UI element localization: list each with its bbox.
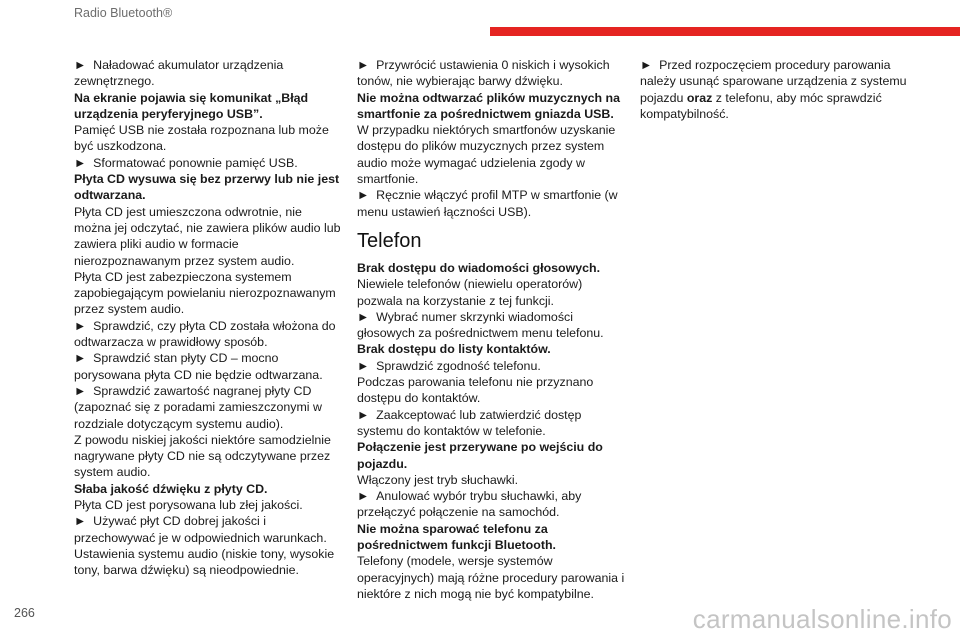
column-3 bbox=[640, 57, 908, 122]
bullet-text-part: z telefonu, aby móc sprawdzić kompatybilność. bbox=[640, 90, 882, 121]
problem-heading: Słaba jakość dźwięku z płyty CD. bbox=[74, 481, 268, 496]
bullet-instruction: ► Przywrócić ustawienia 0 niskich i wysokich tonów, nie wybierając barwy dźwięku. bbox=[357, 57, 625, 90]
problem-heading: Płyta CD wysuwa się bez przerwy lub nie jest odtwarzana. bbox=[74, 172, 340, 203]
problem-heading: Nie można sparować telefonu za pośrednictwem funkcji Bluetooth. bbox=[357, 521, 556, 553]
bullet-instruction: ► Sprawdzić, czy płyta CD została włożona do odtwarzacza w prawidłowy sposób. bbox=[74, 318, 342, 351]
problem-heading: Na ekranie pojawia się komunikat „Błąd urządzenia peryferyjnego USB”. bbox=[74, 90, 309, 121]
column-1 bbox=[74, 57, 342, 579]
problem-heading: Nie można odtwarzać plików muzycznych na smartfonie za pośrednictwem gniazda USB. bbox=[357, 90, 621, 121]
watermark: carmanualsonline.info bbox=[692, 604, 952, 634]
page-number: 266 bbox=[14, 606, 35, 620]
body-text: Płyta CD jest zabezpieczona systemem zapobiegającym powielaniu nierozpoznawanym przez system audio. bbox=[74, 269, 336, 317]
bullet-instruction: ► Ręcznie włączyć profil MTP w smartfonie (w menu ustawień łączności USB). bbox=[357, 187, 625, 220]
bullet-instruction: ► Sformatować ponownie pamięć USB. bbox=[74, 155, 342, 171]
body-text: Włączony jest tryb słuchawki. bbox=[357, 472, 519, 487]
bullet-instruction: ► Sprawdzić stan płyty CD – mocno porysowana płyta CD nie będzie odtwarzana. bbox=[74, 350, 342, 383]
body-text: Z powodu niskiej jakości niektóre samodzielnie nagrywane płyty CD nie są odczytywane przez system audio. bbox=[74, 432, 331, 480]
bullet-instruction: ► Naładować akumulator urządzenia zewnętrznego. bbox=[74, 57, 342, 90]
bullet-instruction: ► Sprawdzić zawartość nagranej płyty CD (zapoznać się z poradami zamieszczonymi w rozdziale dotyczącym systemu audio). bbox=[74, 383, 342, 432]
bullet-instruction: ► Anulować wybór trybu słuchawki, aby przełączyć połączenie na samochód. bbox=[357, 488, 625, 521]
bullet-instruction: ► Używać płyt CD dobrej jakości i przechowywać je w odpowiednich warunkach. bbox=[74, 513, 342, 546]
body-text: Niewiele telefonów (niewielu operatorów) pozwala na korzystanie z tej funkcji. bbox=[357, 277, 583, 308]
section-heading: Telefon bbox=[357, 229, 422, 252]
bullet-instruction: ► Sprawdzić zgodność telefonu. bbox=[357, 358, 625, 374]
bullet-instruction bbox=[640, 57, 908, 122]
bullet-bold-part: oraz bbox=[686, 90, 713, 105]
column-2 bbox=[357, 57, 625, 602]
bullet-instruction: ► Wybrać numer skrzynki wiadomości głosowych za pośrednictwem menu telefonu. bbox=[357, 309, 625, 342]
body-text: Podczas parowania telefonu nie przyznano dostępu do kontaktów. bbox=[357, 375, 594, 406]
problem-heading: Brak dostępu do wiadomości głosowych. bbox=[357, 260, 601, 275]
problem-heading: Połączenie jest przerywane po wejściu do pojazdu. bbox=[357, 440, 603, 471]
body-text: Płyta CD jest umieszczona odwrotnie, nie można jej odczytać, nie zawiera plików audio lub zawiera pliki audio w formacie nierozpoznawanym przez system audio. bbox=[74, 204, 341, 268]
body-text: Płyta CD jest porysowana lub złej jakości. bbox=[74, 498, 303, 513]
body-text: Ustawienia systemu audio (niskie tony, wysokie tony, barwa dźwięku) są nieodpowiednie. bbox=[74, 546, 335, 578]
body-text: Telefony (modele, wersje systemów operacyjnych) mają różne procedury parowania i niektóre z nich mogą nie być kompatybilne. bbox=[357, 554, 625, 601]
problem-heading: Brak dostępu do listy kontaktów. bbox=[357, 342, 551, 357]
bullet-instruction: ► Zaakceptować lub zatwierdzić dostęp systemu do kontaktów w telefonie. bbox=[357, 407, 625, 440]
body-text: W przypadku niektórych smartfonów uzyskanie dostępu do plików muzycznych przez system audio może wymagać udzielenia zgody w smartfonie. bbox=[357, 123, 616, 187]
bullet-text-part: Przed rozpoczęciem procedury parowania należy usunąć sparowane urządzenia z systemu pojazdu bbox=[640, 58, 907, 105]
body-text: Pamięć USB nie została rozpoznana lub może być uszkodzona. bbox=[74, 123, 329, 154]
header-title: Radio Bluetooth® bbox=[74, 6, 173, 20]
header-accent-bar bbox=[490, 27, 960, 36]
